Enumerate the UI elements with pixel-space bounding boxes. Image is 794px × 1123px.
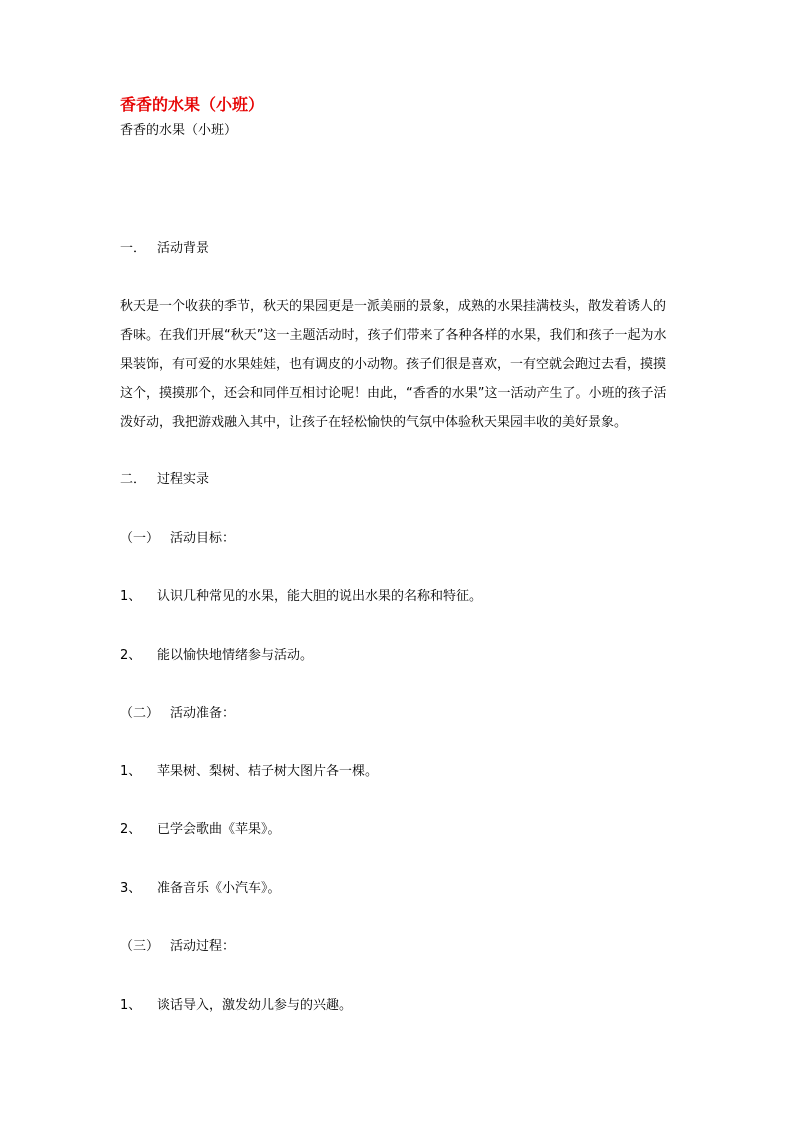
list-item <box>120 821 281 839</box>
paragraph-line: 香味。在我们开展“秋天”这一主题活动时，孩子们带来了各种各样的水果，我们和孩子一起为水 <box>120 328 667 343</box>
paragraph-line: 果装饰，有可爱的水果娃娃，也有调皮的小动物。孩子们很是喜欢，一有空就会跑过去看，摸摸 <box>120 357 667 372</box>
document-title: 香香的水果（小班） <box>120 95 265 114</box>
section-heading-process <box>120 471 209 489</box>
list-item-number: 1、 <box>120 764 142 779</box>
section-number: 一． <box>120 241 147 256</box>
list-item <box>120 763 378 781</box>
background-paragraph <box>120 292 680 437</box>
list-item-text: 认识几种常见的水果，能大胆的说出水果的名称和特征。 <box>157 589 483 604</box>
list-item-text: 已学会歌曲《苹果》。 <box>157 822 281 837</box>
subsection-heading-goals <box>120 530 235 548</box>
subsection-heading-preparation <box>120 705 235 723</box>
list-item-number: 2、 <box>120 648 142 663</box>
list-item <box>120 647 313 665</box>
list-item-text: 准备音乐《小汽车》。 <box>157 881 281 896</box>
list-item <box>120 880 281 898</box>
list-item-number: 3、 <box>120 881 142 896</box>
list-item-text: 能以愉快地情绪参与活动。 <box>157 648 314 663</box>
paragraph-line: 这个，摸摸那个，还会和同伴互相讨论呢！由此，“香香的水果”这一活动产生了。小班的孩子活 <box>120 386 667 401</box>
subsection-heading-text: 活动目标： <box>170 531 236 546</box>
subsection-number: （三） <box>120 939 160 954</box>
document-subtitle: 香香的水果（小班） <box>120 123 238 138</box>
section-number: 二． <box>120 472 147 487</box>
list-item <box>120 588 482 606</box>
section-heading-background <box>120 240 209 258</box>
subsection-number: （一） <box>120 531 160 546</box>
section-heading-text: 过程实录 <box>157 472 210 487</box>
list-item-number: 1、 <box>120 998 142 1013</box>
subsection-number: （二） <box>120 706 160 721</box>
section-heading-text: 活动背景 <box>157 241 210 256</box>
list-item-text: 苹果树、梨树、桔子树大图片各一棵。 <box>157 764 379 779</box>
paragraph-line: 秋天是一个收获的季节，秋天的果园更是一派美丽的景象，成熟的水果挂满枝头，散发着诱人的 <box>120 299 667 314</box>
list-item-number: 2、 <box>120 822 142 837</box>
paragraph-line: 泼好动，我把游戏融入其中，让孩子在轻松愉快的气氛中体验秋天果园丰收的美好景象。 <box>120 415 628 430</box>
subsection-heading-text: 活动准备： <box>170 706 236 721</box>
list-item-number: 1、 <box>120 589 142 604</box>
list-item-text: 谈话导入，激发幼儿参与的兴趣。 <box>157 998 353 1013</box>
subsection-heading-text: 活动过程： <box>170 939 236 954</box>
list-item <box>120 997 352 1015</box>
subsection-heading-process <box>120 938 235 956</box>
